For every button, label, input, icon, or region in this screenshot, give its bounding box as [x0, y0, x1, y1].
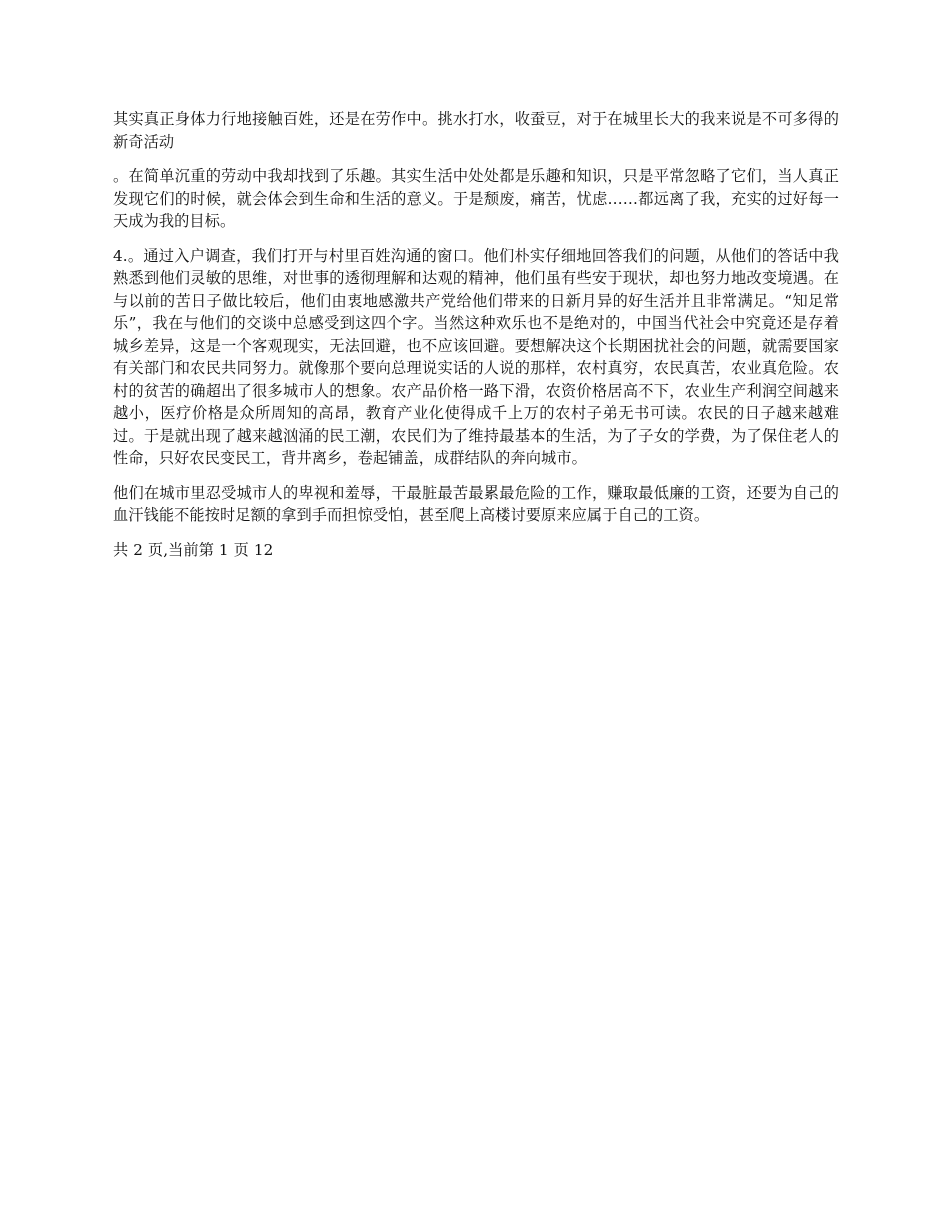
page-footer: 共 2 页,当前第 1 页 12 — [113, 540, 274, 559]
paragraph-1: 其实真正身体力行地接触百姓，还是在劳作中。挑水打水，收蚕豆，对于在城里长大的我来说是不可多得的新奇活动 — [113, 110, 839, 151]
document-page — [113, 108, 839, 573]
paragraph-3: 4.。通过入户调查，我们打开与村里百姓沟通的窗口。他们朴实仔细地回答我们的问题，从他们的答话中我熟悉到他们灵敏的思维，对世事的透彻理解和达观的精神，他们虽有些安于现状，却也努力地改变境遇。在与以前的苦日子做比较后，他们由衷地感激共产党给他们带来的日新月异的好生活并且非常满足。“知足常乐”，我在与他们的交谈中总感受到这四个字。当然这种欢乐也不是绝对的，中国当代社会中究竟还是存着城乡差异，这是一个客观现实，无法回避，也不应该回避。要想解决这个长期困扰社会的问题，就需要国家有关部门和农民共同努力。就像那个要向总理说实话的人说的那样，农村真穷，农民真苦，农业真危险。农村的贫苦的确超出了很多城市人的想象。农产品价格一路下滑，农资价格居高不下，农业生产利润空间越来越小，医疗价格是众所周知的高昂，教育产业化使得成千上万的农村子弟无书可读。农民的日子越来越难过。于是就出现了越来越汹涌的民工潮，农民们为了维持最基本的生活，为了子女的学费，为了保住老人的性命，只好农民变民工，背井离乡，卷起铺盖，成群结队的奔向城市。 — [113, 246, 839, 467]
paragraph-4: 他们在城市里忍受城市人的卑视和羞辱，干最脏最苦最累最危险的工作，赚取最低廉的工资，还要为自己的血汗钱能不能按时足额的拿到手而担惊受怕，甚至爬上高楼讨要原来应属于自己的工资。 — [113, 483, 839, 524]
paragraph-2: 。在简单沉重的劳动中我却找到了乐趣。其实生活中处处都是乐趣和知识，只是平常忽略了它们，当人真正发现它们的时候，就会体会到生命和生活的意义。于是颓废，痛苦，忧虑……都远离了我，充实的过好每一天成为我的目标。 — [113, 167, 839, 230]
